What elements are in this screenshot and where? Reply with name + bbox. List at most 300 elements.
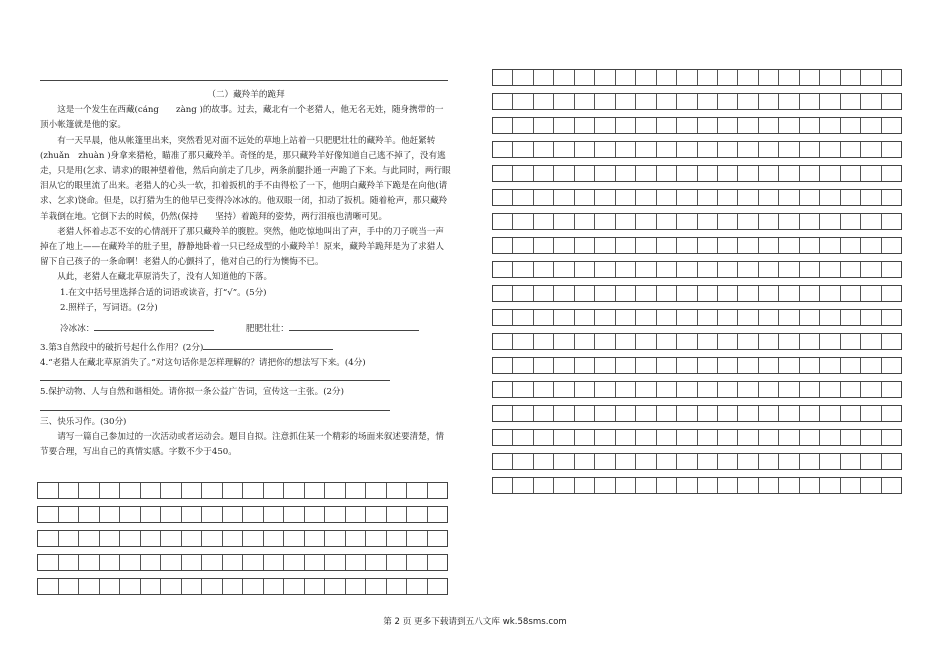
- grid-cell[interactable]: [493, 406, 513, 421]
- grid-cell[interactable]: [534, 430, 554, 445]
- grid-cell[interactable]: [841, 262, 861, 277]
- grid-cell[interactable]: [636, 142, 656, 157]
- grid-cell[interactable]: [657, 406, 677, 421]
- grid-cell[interactable]: [800, 406, 820, 421]
- grid-cell[interactable]: [100, 531, 121, 546]
- grid-cell[interactable]: [493, 310, 513, 325]
- grid-cell[interactable]: [718, 286, 738, 301]
- grid-cell[interactable]: [738, 454, 758, 469]
- grid-cell[interactable]: [366, 579, 387, 594]
- grid-cell[interactable]: [79, 555, 100, 570]
- grid-cell[interactable]: [202, 531, 223, 546]
- grid-cell[interactable]: [595, 214, 615, 229]
- grid-cell[interactable]: [595, 190, 615, 205]
- grid-cell[interactable]: [759, 94, 779, 109]
- grid-cell[interactable]: [100, 579, 121, 594]
- grid-cell[interactable]: [493, 382, 513, 397]
- grid-cell[interactable]: [513, 454, 533, 469]
- grid-cell[interactable]: [800, 262, 820, 277]
- grid-cell[interactable]: [636, 382, 656, 397]
- grid-cell[interactable]: [595, 118, 615, 133]
- grid-cell[interactable]: [779, 382, 799, 397]
- grid-cell[interactable]: [493, 334, 513, 349]
- grid-cell[interactable]: [493, 358, 513, 373]
- grid-cell[interactable]: [554, 142, 574, 157]
- grid-cell[interactable]: [120, 483, 141, 498]
- grid-cell[interactable]: [387, 531, 408, 546]
- grid-cell[interactable]: [161, 555, 182, 570]
- grid-cell[interactable]: [513, 142, 533, 157]
- grid-cell[interactable]: [718, 454, 738, 469]
- grid-cell[interactable]: [882, 406, 901, 421]
- grid-cell[interactable]: [534, 358, 554, 373]
- grid-cell[interactable]: [346, 483, 367, 498]
- grid-cell[interactable]: [718, 118, 738, 133]
- grid-cell[interactable]: [575, 334, 595, 349]
- grid-cell[interactable]: [677, 286, 697, 301]
- grid-cell[interactable]: [800, 118, 820, 133]
- grid-cell[interactable]: [698, 238, 718, 253]
- grid-cell[interactable]: [841, 190, 861, 205]
- grid-cell[interactable]: [325, 483, 346, 498]
- grid-cell[interactable]: [677, 94, 697, 109]
- grid-cell[interactable]: [38, 483, 59, 498]
- grid-cell[interactable]: [738, 478, 758, 493]
- grid-cell[interactable]: [575, 166, 595, 181]
- grid-cell[interactable]: [779, 214, 799, 229]
- grid-cell[interactable]: [882, 454, 901, 469]
- grid-cell[interactable]: [779, 94, 799, 109]
- grid-cell[interactable]: [800, 478, 820, 493]
- grid-cell[interactable]: [841, 478, 861, 493]
- grid-cell[interactable]: [513, 118, 533, 133]
- grid-cell[interactable]: [534, 334, 554, 349]
- grid-cell[interactable]: [820, 286, 840, 301]
- grid-cell[interactable]: [513, 166, 533, 181]
- grid-cell[interactable]: [800, 166, 820, 181]
- grid-cell[interactable]: [698, 262, 718, 277]
- grid-cell[interactable]: [38, 555, 59, 570]
- grid-cell[interactable]: [841, 310, 861, 325]
- grid-cell[interactable]: [534, 286, 554, 301]
- grid-cell[interactable]: [202, 483, 223, 498]
- grid-cell[interactable]: [575, 382, 595, 397]
- grid-cell[interactable]: [779, 430, 799, 445]
- grid-cell[interactable]: [636, 334, 656, 349]
- grid-cell[interactable]: [698, 382, 718, 397]
- grid-cell[interactable]: [800, 94, 820, 109]
- grid-cell[interactable]: [882, 238, 901, 253]
- grid-cell[interactable]: [493, 262, 513, 277]
- grid-cell[interactable]: [698, 142, 718, 157]
- grid-cell[interactable]: [698, 190, 718, 205]
- grid-cell[interactable]: [738, 262, 758, 277]
- grid-cell[interactable]: [79, 507, 100, 522]
- grid-cell[interactable]: [759, 310, 779, 325]
- grid-cell[interactable]: [718, 142, 738, 157]
- grid-cell[interactable]: [554, 190, 574, 205]
- grid-cell[interactable]: [202, 555, 223, 570]
- grid-cell[interactable]: [718, 190, 738, 205]
- grid-cell[interactable]: [718, 406, 738, 421]
- grid-cell[interactable]: [554, 70, 574, 85]
- grid-cell[interactable]: [636, 118, 656, 133]
- grid-cell[interactable]: [595, 358, 615, 373]
- grid-cell[interactable]: [677, 310, 697, 325]
- grid-cell[interactable]: [841, 118, 861, 133]
- grid-cell[interactable]: [718, 262, 738, 277]
- grid-cell[interactable]: [841, 70, 861, 85]
- grid-cell[interactable]: [595, 430, 615, 445]
- grid-cell[interactable]: [779, 238, 799, 253]
- grid-cell[interactable]: [554, 382, 574, 397]
- grid-cell[interactable]: [428, 555, 448, 570]
- grid-cell[interactable]: [554, 118, 574, 133]
- grid-cell[interactable]: [738, 94, 758, 109]
- grid-cell[interactable]: [820, 262, 840, 277]
- grid-cell[interactable]: [513, 286, 533, 301]
- grid-cell[interactable]: [820, 430, 840, 445]
- grid-cell[interactable]: [595, 94, 615, 109]
- grid-cell[interactable]: [141, 555, 162, 570]
- grid-cell[interactable]: [595, 406, 615, 421]
- grid-cell[interactable]: [820, 382, 840, 397]
- grid-cell[interactable]: [223, 507, 244, 522]
- grid-cell[interactable]: [800, 310, 820, 325]
- grid-cell[interactable]: [575, 118, 595, 133]
- grid-cell[interactable]: [657, 478, 677, 493]
- grid-cell[interactable]: [636, 70, 656, 85]
- grid-cell[interactable]: [554, 358, 574, 373]
- grid-cell[interactable]: [346, 555, 367, 570]
- grid-cell[interactable]: [882, 70, 901, 85]
- grid-cell[interactable]: [861, 382, 881, 397]
- grid-cell[interactable]: [657, 238, 677, 253]
- grid-cell[interactable]: [59, 555, 80, 570]
- grid-cell[interactable]: [779, 478, 799, 493]
- grid-cell[interactable]: [616, 454, 636, 469]
- grid-cell[interactable]: [657, 358, 677, 373]
- grid-cell[interactable]: [161, 579, 182, 594]
- grid-cell[interactable]: [182, 507, 203, 522]
- grid-cell[interactable]: [677, 334, 697, 349]
- grid-cell[interactable]: [759, 214, 779, 229]
- grid-cell[interactable]: [182, 579, 203, 594]
- grid-cell[interactable]: [534, 142, 554, 157]
- grid-cell[interactable]: [738, 406, 758, 421]
- grid-cell[interactable]: [657, 70, 677, 85]
- grid-cell[interactable]: [820, 166, 840, 181]
- grid-cell[interactable]: [616, 478, 636, 493]
- grid-cell[interactable]: [657, 118, 677, 133]
- grid-cell[interactable]: [677, 214, 697, 229]
- grid-cell[interactable]: [800, 358, 820, 373]
- grid-cell[interactable]: [718, 94, 738, 109]
- grid-cell[interactable]: [595, 70, 615, 85]
- grid-cell[interactable]: [800, 238, 820, 253]
- grid-cell[interactable]: [493, 142, 513, 157]
- grid-cell[interactable]: [616, 190, 636, 205]
- grid-cell[interactable]: [554, 334, 574, 349]
- grid-cell[interactable]: [595, 334, 615, 349]
- grid-cell[interactable]: [346, 507, 367, 522]
- grid-cell[interactable]: [657, 430, 677, 445]
- grid-cell[interactable]: [616, 430, 636, 445]
- grid-cell[interactable]: [243, 579, 264, 594]
- grid-cell[interactable]: [820, 358, 840, 373]
- grid-cell[interactable]: [759, 334, 779, 349]
- grid-cell[interactable]: [554, 166, 574, 181]
- grid-cell[interactable]: [738, 70, 758, 85]
- grid-cell[interactable]: [882, 478, 901, 493]
- grid-cell[interactable]: [616, 70, 636, 85]
- grid-cell[interactable]: [120, 531, 141, 546]
- grid-cell[interactable]: [759, 382, 779, 397]
- grid-cell[interactable]: [534, 478, 554, 493]
- grid-cell[interactable]: [820, 118, 840, 133]
- grid-cell[interactable]: [882, 310, 901, 325]
- grid-cell[interactable]: [202, 579, 223, 594]
- grid-cell[interactable]: [677, 430, 697, 445]
- grid-cell[interactable]: [841, 142, 861, 157]
- grid-cell[interactable]: [718, 478, 738, 493]
- grid-cell[interactable]: [59, 507, 80, 522]
- grid-cell[interactable]: [595, 238, 615, 253]
- grid-cell[interactable]: [38, 579, 59, 594]
- grid-cell[interactable]: [513, 214, 533, 229]
- grid-cell[interactable]: [616, 262, 636, 277]
- grid-cell[interactable]: [325, 555, 346, 570]
- answer-line-4[interactable]: [40, 380, 390, 381]
- grid-cell[interactable]: [677, 382, 697, 397]
- grid-cell[interactable]: [759, 190, 779, 205]
- grid-cell[interactable]: [161, 483, 182, 498]
- grid-cell[interactable]: [264, 555, 285, 570]
- grid-cell[interactable]: [79, 483, 100, 498]
- grid-cell[interactable]: [677, 118, 697, 133]
- grid-cell[interactable]: [554, 454, 574, 469]
- grid-cell[interactable]: [759, 358, 779, 373]
- grid-cell[interactable]: [779, 454, 799, 469]
- grid-cell[interactable]: [738, 310, 758, 325]
- grid-cell[interactable]: [820, 238, 840, 253]
- grid-cell[interactable]: [616, 94, 636, 109]
- grid-cell[interactable]: [657, 190, 677, 205]
- grid-cell[interactable]: [738, 190, 758, 205]
- grid-cell[interactable]: [100, 507, 121, 522]
- grid-cell[interactable]: [698, 310, 718, 325]
- grid-cell[interactable]: [595, 478, 615, 493]
- grid-cell[interactable]: [284, 507, 305, 522]
- grid-cell[interactable]: [759, 286, 779, 301]
- grid-cell[interactable]: [841, 382, 861, 397]
- grid-cell[interactable]: [738, 334, 758, 349]
- grid-cell[interactable]: [513, 94, 533, 109]
- grid-cell[interactable]: [636, 358, 656, 373]
- grid-cell[interactable]: [800, 454, 820, 469]
- grid-cell[interactable]: [657, 382, 677, 397]
- grid-cell[interactable]: [861, 118, 881, 133]
- grid-cell[interactable]: [738, 142, 758, 157]
- grid-cell[interactable]: [575, 454, 595, 469]
- grid-cell[interactable]: [800, 430, 820, 445]
- grid-cell[interactable]: [698, 70, 718, 85]
- grid-cell[interactable]: [779, 262, 799, 277]
- grid-cell[interactable]: [554, 310, 574, 325]
- grid-cell[interactable]: [616, 358, 636, 373]
- grid-cell[interactable]: [759, 406, 779, 421]
- grid-cell[interactable]: [841, 214, 861, 229]
- grid-cell[interactable]: [513, 334, 533, 349]
- grid-cell[interactable]: [882, 262, 901, 277]
- grid-cell[interactable]: [718, 430, 738, 445]
- grid-cell[interactable]: [636, 454, 656, 469]
- grid-cell[interactable]: [882, 118, 901, 133]
- grid-cell[interactable]: [882, 358, 901, 373]
- grid-cell[interactable]: [718, 334, 738, 349]
- grid-cell[interactable]: [534, 166, 554, 181]
- grid-cell[interactable]: [616, 166, 636, 181]
- grid-cell[interactable]: [820, 454, 840, 469]
- grid-cell[interactable]: [698, 286, 718, 301]
- grid-cell[interactable]: [534, 238, 554, 253]
- grid-cell[interactable]: [120, 579, 141, 594]
- grid-cell[interactable]: [779, 190, 799, 205]
- grid-cell[interactable]: [428, 507, 448, 522]
- grid-cell[interactable]: [366, 555, 387, 570]
- grid-cell[interactable]: [718, 310, 738, 325]
- grid-cell[interactable]: [141, 507, 162, 522]
- grid-cell[interactable]: [841, 430, 861, 445]
- grid-cell[interactable]: [100, 555, 121, 570]
- grid-cell[interactable]: [407, 483, 428, 498]
- grid-cell[interactable]: [407, 507, 428, 522]
- grid-cell[interactable]: [554, 262, 574, 277]
- grid-cell[interactable]: [534, 454, 554, 469]
- answer-blank-3[interactable]: [203, 339, 333, 350]
- grid-cell[interactable]: [841, 94, 861, 109]
- grid-cell[interactable]: [120, 555, 141, 570]
- grid-cell[interactable]: [534, 382, 554, 397]
- grid-cell[interactable]: [243, 507, 264, 522]
- grid-cell[interactable]: [779, 142, 799, 157]
- grid-cell[interactable]: [575, 70, 595, 85]
- grid-cell[interactable]: [698, 358, 718, 373]
- grid-cell[interactable]: [861, 238, 881, 253]
- grid-cell[interactable]: [575, 406, 595, 421]
- grid-cell[interactable]: [636, 94, 656, 109]
- grid-cell[interactable]: [493, 478, 513, 493]
- grid-cell[interactable]: [305, 555, 326, 570]
- grid-cell[interactable]: [513, 262, 533, 277]
- grid-cell[interactable]: [698, 334, 718, 349]
- grid-cell[interactable]: [841, 454, 861, 469]
- grid-cell[interactable]: [534, 190, 554, 205]
- grid-cell[interactable]: [698, 406, 718, 421]
- grid-cell[interactable]: [820, 406, 840, 421]
- grid-cell[interactable]: [677, 70, 697, 85]
- grid-cell[interactable]: [759, 70, 779, 85]
- grid-cell[interactable]: [677, 166, 697, 181]
- grid-cell[interactable]: [861, 262, 881, 277]
- grid-cell[interactable]: [616, 310, 636, 325]
- grid-cell[interactable]: [841, 334, 861, 349]
- grid-cell[interactable]: [636, 166, 656, 181]
- grid-cell[interactable]: [616, 118, 636, 133]
- grid-cell[interactable]: [595, 166, 615, 181]
- grid-cell[interactable]: [882, 214, 901, 229]
- grid-cell[interactable]: [554, 214, 574, 229]
- grid-cell[interactable]: [407, 531, 428, 546]
- grid-cell[interactable]: [513, 406, 533, 421]
- grid-cell[interactable]: [718, 70, 738, 85]
- grid-cell[interactable]: [493, 118, 513, 133]
- grid-cell[interactable]: [759, 238, 779, 253]
- grid-cell[interactable]: [616, 334, 636, 349]
- grid-cell[interactable]: [534, 214, 554, 229]
- grid-cell[interactable]: [820, 142, 840, 157]
- grid-cell[interactable]: [800, 334, 820, 349]
- grid-cell[interactable]: [141, 483, 162, 498]
- grid-cell[interactable]: [738, 166, 758, 181]
- grid-cell[interactable]: [243, 483, 264, 498]
- grid-cell[interactable]: [759, 166, 779, 181]
- grid-cell[interactable]: [387, 555, 408, 570]
- grid-cell[interactable]: [346, 531, 367, 546]
- grid-cell[interactable]: [554, 430, 574, 445]
- grid-cell[interactable]: [595, 262, 615, 277]
- grid-cell[interactable]: [366, 483, 387, 498]
- grid-cell[interactable]: [698, 94, 718, 109]
- grid-cell[interactable]: [161, 531, 182, 546]
- grid-cell[interactable]: [759, 478, 779, 493]
- grid-cell[interactable]: [407, 579, 428, 594]
- grid-cell[interactable]: [779, 70, 799, 85]
- grid-cell[interactable]: [636, 478, 656, 493]
- grid-cell[interactable]: [636, 430, 656, 445]
- grid-cell[interactable]: [141, 579, 162, 594]
- grid-cell[interactable]: [616, 286, 636, 301]
- grid-cell[interactable]: [575, 94, 595, 109]
- grid-cell[interactable]: [100, 483, 121, 498]
- grid-cell[interactable]: [636, 262, 656, 277]
- grid-cell[interactable]: [718, 214, 738, 229]
- grid-cell[interactable]: [534, 94, 554, 109]
- grid-cell[interactable]: [387, 507, 408, 522]
- grid-cell[interactable]: [636, 286, 656, 301]
- grid-cell[interactable]: [882, 166, 901, 181]
- grid-cell[interactable]: [616, 214, 636, 229]
- grid-cell[interactable]: [657, 142, 677, 157]
- grid-cell[interactable]: [407, 555, 428, 570]
- grid-cell[interactable]: [677, 406, 697, 421]
- grid-cell[interactable]: [325, 531, 346, 546]
- grid-cell[interactable]: [677, 358, 697, 373]
- grid-cell[interactable]: [284, 579, 305, 594]
- grid-cell[interactable]: [428, 531, 448, 546]
- grid-cell[interactable]: [366, 507, 387, 522]
- grid-cell[interactable]: [759, 454, 779, 469]
- grid-cell[interactable]: [264, 483, 285, 498]
- grid-cell[interactable]: [779, 334, 799, 349]
- grid-cell[interactable]: [800, 214, 820, 229]
- grid-cell[interactable]: [595, 286, 615, 301]
- grid-cell[interactable]: [882, 94, 901, 109]
- grid-cell[interactable]: [346, 579, 367, 594]
- grid-cell[interactable]: [738, 214, 758, 229]
- grid-cell[interactable]: [554, 238, 574, 253]
- grid-cell[interactable]: [657, 214, 677, 229]
